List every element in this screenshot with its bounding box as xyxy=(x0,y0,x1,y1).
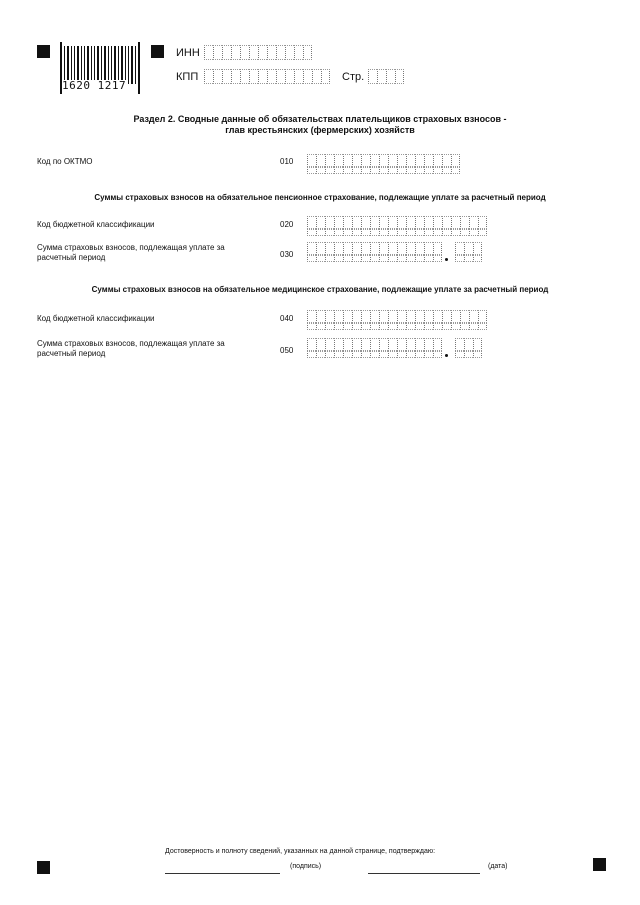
section-title xyxy=(100,114,540,136)
pension-amount-rubles-field[interactable] xyxy=(307,242,442,255)
pension-section-title: Суммы страховых взносов на обязательное пенсионное страхование, подлежащие уплате за расчетный период xyxy=(94,193,546,202)
medical-amount-code: 050 xyxy=(280,346,294,355)
confirmation-text: Достоверность и полноту сведений, указанных на данной странице, подтверждаю: xyxy=(165,848,436,855)
pension-kbk-label: Код бюджетной классификации xyxy=(37,220,155,229)
medical-amount-kopecks-field-row2[interactable] xyxy=(455,351,482,358)
decimal-point xyxy=(445,354,448,357)
medical-kbk-field[interactable] xyxy=(307,310,487,323)
barcode-number: 1620 1217 xyxy=(62,79,127,92)
corner-marker-top-left xyxy=(37,45,50,58)
page-number-field[interactable] xyxy=(368,69,404,84)
kpp-field[interactable] xyxy=(204,69,330,84)
kpp-label: КПП xyxy=(176,71,199,83)
pension-kbk-field[interactable] xyxy=(307,216,487,229)
pension-kbk-field-row2[interactable] xyxy=(307,229,487,236)
date-label: (дата) xyxy=(488,863,508,870)
inn-label: ИНН xyxy=(176,47,200,59)
corner-marker-bottom-left xyxy=(37,861,50,874)
medical-amount-rubles-field-row2[interactable] xyxy=(307,351,442,358)
section-title-line2: глав крестьянских (фермерских) хозяйств xyxy=(225,125,415,135)
pension-amount-label-line2: расчетный период xyxy=(37,253,106,262)
medical-amount-label xyxy=(37,339,225,359)
oktmo-field-row2[interactable] xyxy=(307,167,460,174)
medical-amount-rubles-field[interactable] xyxy=(307,338,442,351)
date-line[interactable] xyxy=(368,873,480,874)
medical-amount-label-line2: расчетный период xyxy=(37,349,106,358)
pension-amount-kopecks-field-row2[interactable] xyxy=(455,255,482,262)
decimal-point xyxy=(445,258,448,261)
medical-amount-label-line1: Сумма страховых взносов, подлежащая уплате за xyxy=(37,339,225,348)
medical-amount-kopecks-field[interactable] xyxy=(455,338,482,351)
page-label: Стр. xyxy=(342,71,365,83)
pension-amount-label-line1: Сумма страховых взносов, подлежащая уплате за xyxy=(37,243,225,252)
signature-label: (подпись) xyxy=(290,863,322,870)
medical-kbk-code: 040 xyxy=(280,314,294,323)
pension-kbk-code: 020 xyxy=(280,220,294,229)
pension-amount-rubles-field-row2[interactable] xyxy=(307,255,442,262)
oktmo-field[interactable] xyxy=(307,154,460,167)
pension-amount-label xyxy=(37,243,225,263)
oktmo-code: 010 xyxy=(280,157,294,166)
corner-marker-top-right xyxy=(151,45,164,58)
signature-line[interactable] xyxy=(165,873,280,874)
medical-kbk-label: Код бюджетной классификации xyxy=(37,314,155,323)
section-title-line1: Раздел 2. Сводные данные об обязательствах плательщиков страховых взносов - xyxy=(133,114,507,124)
corner-marker-bottom-right xyxy=(593,858,606,871)
oktmo-label: Код по ОКТМО xyxy=(37,157,93,166)
pension-amount-kopecks-field[interactable] xyxy=(455,242,482,255)
inn-field[interactable] xyxy=(204,45,312,60)
medical-kbk-field-row2[interactable] xyxy=(307,323,487,330)
pension-amount-code: 030 xyxy=(280,250,294,259)
medical-section-title: Суммы страховых взносов на обязательное медицинское страхование, подлежащие уплате за расчетный период xyxy=(91,285,549,294)
